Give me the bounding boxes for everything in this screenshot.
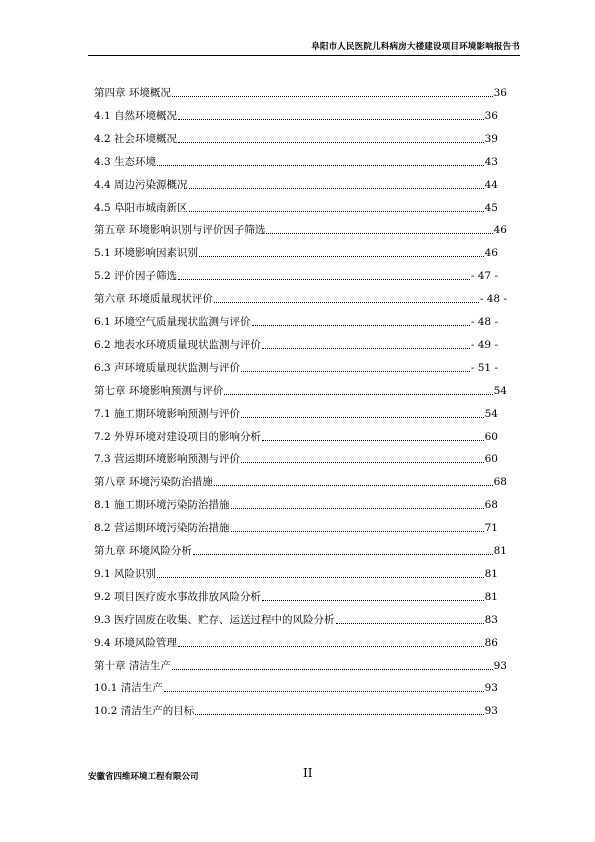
toc-entry-title: 第六章 环境质量现状评价 bbox=[94, 293, 213, 306]
dot-leader bbox=[157, 576, 484, 578]
dot-leader bbox=[199, 255, 484, 257]
dot-leader bbox=[241, 370, 470, 372]
dot-leader bbox=[262, 439, 484, 441]
toc-entry-page: - 51 - bbox=[470, 361, 498, 374]
toc-entry-page: 81 bbox=[493, 545, 507, 557]
toc-entry-title: 第八章 环境污染防治措施 bbox=[94, 476, 213, 489]
toc-entry-title: 7.3 营运期环境影响预测与评价 bbox=[94, 453, 241, 466]
toc-entry-title: 4.3 生态环境 bbox=[94, 155, 157, 168]
toc-entry-title: 4.4 周边污染源概况 bbox=[94, 178, 188, 191]
toc-entry-page: 46 bbox=[484, 247, 498, 260]
toc-entry-page: 43 bbox=[484, 155, 498, 168]
toc-entry-page: 81 bbox=[484, 567, 498, 580]
dot-leader bbox=[164, 690, 484, 692]
toc-section-entry[interactable] bbox=[94, 359, 498, 375]
toc-section-entry[interactable] bbox=[94, 313, 498, 329]
dot-leader bbox=[262, 599, 484, 601]
dot-leader bbox=[224, 393, 492, 395]
toc-chapter-entry[interactable] bbox=[94, 657, 507, 673]
toc-chapter-entry[interactable] bbox=[94, 290, 507, 306]
toc-section-entry[interactable] bbox=[94, 679, 498, 695]
toc-entry-title: 第七章 环境影响预测与评价 bbox=[94, 384, 224, 397]
toc-entry-page: 93 bbox=[493, 659, 507, 672]
dot-leader bbox=[231, 530, 484, 532]
toc-entry-title: 第九章 环境风险分析 bbox=[94, 545, 192, 557]
dot-leader bbox=[214, 301, 479, 303]
dot-leader bbox=[189, 210, 484, 212]
dot-leader bbox=[252, 324, 470, 326]
dot-leader bbox=[178, 118, 484, 120]
dot-leader bbox=[172, 668, 493, 670]
toc-entry-page: - 48 - bbox=[470, 316, 498, 328]
toc-entry-title: 9.4 环境风险管理 bbox=[94, 636, 178, 649]
toc-section-entry[interactable] bbox=[94, 702, 498, 718]
toc-section-entry[interactable] bbox=[94, 405, 498, 421]
dot-leader bbox=[241, 416, 484, 418]
toc-entry-page: 93 bbox=[484, 682, 498, 695]
toc-entry-title: 10.2 清洁生产的目标 bbox=[94, 705, 195, 718]
toc-entry-title: 8.1 施工期环境污染防治措施 bbox=[94, 499, 230, 512]
toc-entry-page: 86 bbox=[484, 636, 498, 649]
toc-entry-title: 10.1 清洁生产 bbox=[94, 682, 163, 695]
toc-section-entry[interactable] bbox=[94, 199, 498, 215]
toc-section-entry[interactable] bbox=[94, 130, 498, 146]
dot-leader bbox=[195, 713, 483, 715]
document-title: 阜阳市人民医院儿科病房大楼建设项目环境影响报告书 bbox=[311, 42, 520, 52]
toc-entry-page: 60 bbox=[484, 430, 498, 443]
toc-section-entry[interactable] bbox=[94, 244, 498, 260]
toc-entry-page: 68 bbox=[493, 476, 507, 489]
toc-entry-page: 44 bbox=[484, 178, 498, 191]
toc-entry-page: 60 bbox=[484, 453, 498, 466]
toc-entry-page: 54 bbox=[493, 384, 507, 397]
toc-section-entry[interactable] bbox=[94, 611, 498, 627]
toc-entry-page: 36 bbox=[484, 109, 498, 122]
toc-entry-title: 7.2 外界环境对建设项目的影响分析 bbox=[94, 430, 262, 443]
toc-entry-title: 第五章 环境影响识别与评价因子筛选 bbox=[94, 224, 266, 237]
toc-entry-page: 39 bbox=[484, 132, 498, 145]
toc-entry-title: 9.1 风险识别 bbox=[94, 567, 157, 580]
toc-entry-page: - 48 - bbox=[479, 293, 507, 306]
toc-entry-page: 36 bbox=[493, 87, 507, 99]
toc-entry-title: 9.3 医疗固废在收集、贮存、运送过程中的风险分析 bbox=[94, 613, 335, 626]
toc-section-entry[interactable] bbox=[94, 496, 498, 512]
toc-section-entry[interactable] bbox=[94, 588, 498, 604]
toc-section-entry[interactable] bbox=[94, 176, 498, 192]
toc-section-entry[interactable] bbox=[94, 107, 498, 123]
dot-leader bbox=[266, 232, 492, 234]
toc-entry-title: 6.3 声环境质量现状监测与评价 bbox=[94, 361, 241, 374]
toc-entry-title: 6.1 环境空气质量现状监测与评价 bbox=[94, 316, 251, 328]
running-header bbox=[88, 40, 520, 56]
toc-entry-page: 93 bbox=[484, 705, 498, 718]
dot-leader bbox=[178, 141, 484, 143]
toc-entry-page: 83 bbox=[484, 613, 498, 626]
toc-entry-page: 71 bbox=[484, 522, 498, 535]
dot-leader bbox=[336, 622, 484, 624]
toc-entry-title: 4.2 社会环境概况 bbox=[94, 132, 178, 145]
toc-section-entry[interactable] bbox=[94, 267, 498, 283]
toc-section-entry[interactable] bbox=[94, 153, 498, 169]
toc-entry-page: - 49 - bbox=[470, 338, 498, 351]
toc-entry-title: 第四章 环境概况 bbox=[94, 87, 171, 99]
toc-chapter-entry[interactable] bbox=[94, 382, 507, 398]
toc-section-entry[interactable] bbox=[94, 565, 498, 581]
toc-entry-page: - 47 - bbox=[470, 270, 498, 283]
toc-entry-title: 5.2 评价因子筛选 bbox=[94, 270, 178, 283]
dot-leader bbox=[178, 278, 470, 280]
toc-section-entry[interactable] bbox=[94, 519, 498, 535]
toc-entry-page: 45 bbox=[484, 201, 498, 214]
toc-entry-title: 4.5 阜阳市城南新区 bbox=[94, 201, 188, 214]
dot-leader bbox=[241, 461, 484, 463]
toc-entry-title: 8.2 营运期环境污染防治措施 bbox=[94, 522, 230, 535]
toc-entry-title: 5.1 环境影响因素识别 bbox=[94, 247, 199, 260]
company-name: 安徽省四维环境工程有限公司 bbox=[88, 772, 199, 782]
toc-entry-title: 第十章 清洁生产 bbox=[94, 659, 171, 672]
toc-entry-page: 46 bbox=[493, 224, 507, 237]
toc-entry-title: 4.1 自然环境概况 bbox=[94, 109, 178, 122]
dot-leader bbox=[231, 507, 484, 509]
toc-chapter-entry[interactable] bbox=[94, 542, 507, 558]
toc-entry-page: 68 bbox=[484, 499, 498, 512]
toc-entry-title: 6.2 地表水环境质量现状监测与评价 bbox=[94, 338, 262, 351]
dot-leader bbox=[189, 187, 484, 189]
page-footer bbox=[88, 766, 520, 782]
dot-leader bbox=[172, 95, 493, 97]
page-number: II bbox=[303, 766, 313, 780]
toc-chapter-entry[interactable] bbox=[94, 84, 507, 100]
toc-entry-page: 54 bbox=[484, 407, 498, 420]
toc-entry-title: 7.1 施工期环境影响预测与评价 bbox=[94, 407, 241, 420]
toc-entry-page: 81 bbox=[484, 590, 498, 603]
dot-leader bbox=[157, 164, 484, 166]
toc-chapter-entry[interactable] bbox=[94, 221, 507, 237]
dot-leader bbox=[193, 553, 493, 555]
toc-section-entry[interactable] bbox=[94, 634, 498, 650]
dot-leader bbox=[214, 484, 493, 486]
toc-section-entry[interactable] bbox=[94, 428, 498, 444]
toc-chapter-entry[interactable] bbox=[94, 473, 507, 489]
dot-leader bbox=[178, 645, 484, 647]
toc-section-entry[interactable] bbox=[94, 450, 498, 466]
dot-leader bbox=[262, 347, 470, 349]
toc-section-entry[interactable] bbox=[94, 336, 498, 352]
toc-entry-title: 9.2 项目医疗废水事故排放风险分析 bbox=[94, 590, 262, 603]
